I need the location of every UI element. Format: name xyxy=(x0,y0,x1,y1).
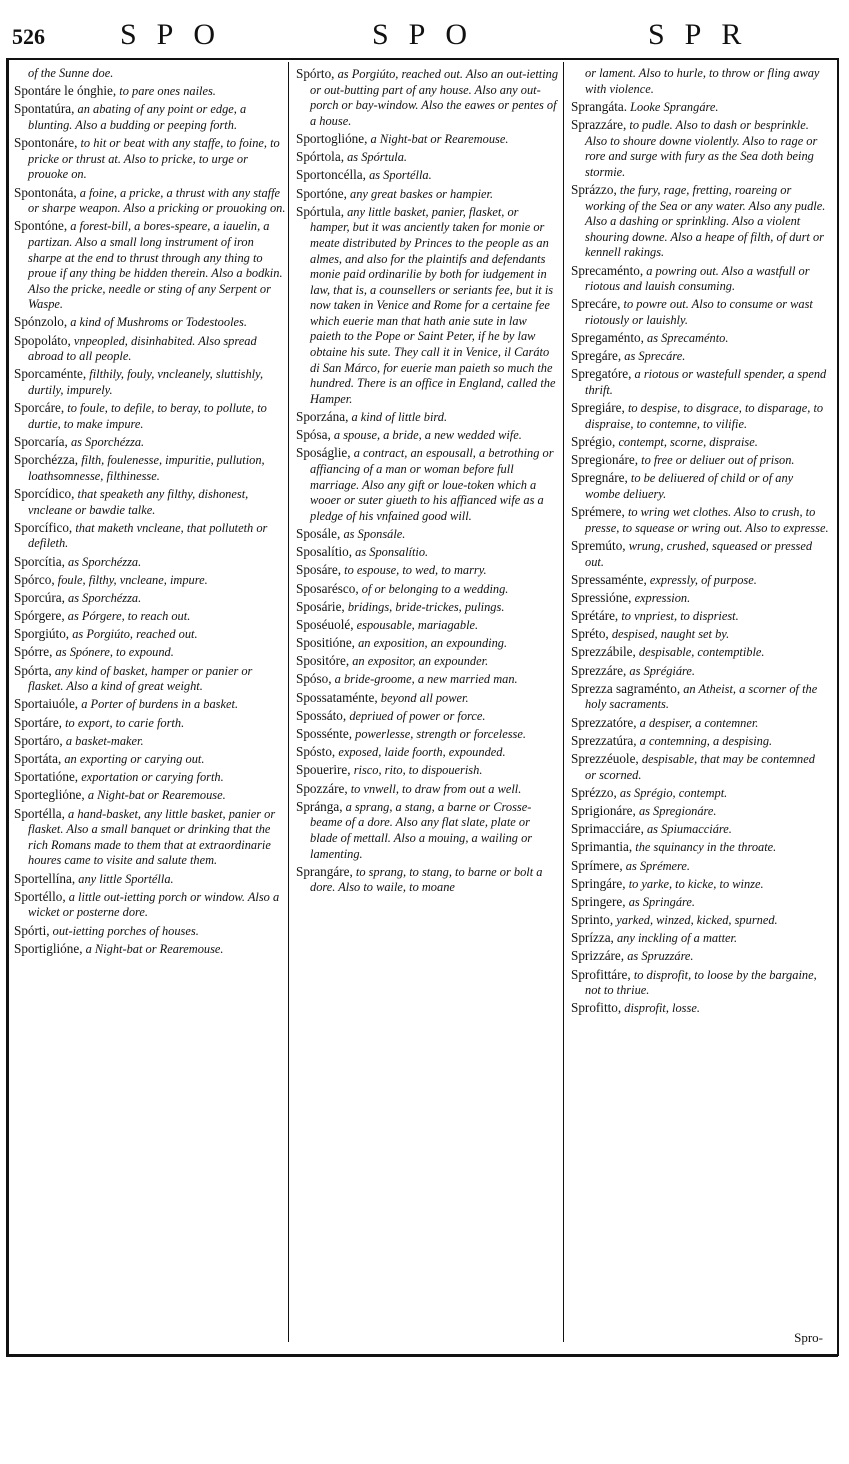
dictionary-entry xyxy=(14,218,286,313)
dictionary-entry xyxy=(14,941,286,958)
entry-definition: any inckling of a matter. xyxy=(616,931,738,946)
dictionary-entry xyxy=(571,930,829,947)
entry-headword: Sprigionáre, xyxy=(571,802,636,818)
entry-headword: Sprezza sagraménto, xyxy=(571,680,681,696)
entry-definition: as Porgiúto, reached out. Also an out-ietting or out-butting part of any house. Also any out-porch or bay-window. Also the eawes or pentes of a house. xyxy=(310,67,559,128)
entry-headword: Sportegliόne, xyxy=(14,787,85,803)
entry-headword: Sprangáre, xyxy=(296,863,353,879)
entry-definition: a despiser, a contemner. xyxy=(639,715,759,730)
entry-definition: a kind of Mushroms or Todestooles. xyxy=(70,315,247,330)
dictionary-entry xyxy=(571,912,829,929)
entry-headword: Spóso, xyxy=(296,671,332,687)
entry-headword: Sposáre, xyxy=(296,562,342,578)
header-center-guideword: SPO xyxy=(372,18,488,51)
dictionary-entry xyxy=(571,858,829,875)
entry-headword: Sporcaría, xyxy=(14,434,68,449)
column-divider-1 xyxy=(288,62,289,1342)
entry-headword: Sprangáta. xyxy=(571,98,628,114)
entry-headword: Sportóne, xyxy=(296,185,347,201)
dictionary-entry xyxy=(571,572,829,589)
entry-definition: to be deliuered of child or of any wombe deliuery. xyxy=(585,471,794,501)
dictionary-entry xyxy=(296,526,560,543)
dictionary-entry xyxy=(14,590,286,607)
entry-definition: powerlesse, strength or forcelesse. xyxy=(355,727,526,742)
entry-headword: Sprímere, xyxy=(571,857,623,873)
entry-headword: Springere, xyxy=(571,893,626,909)
entry-definition: of the Sunne doe. xyxy=(28,66,114,80)
entry-headword: Spregiáre, xyxy=(571,400,625,416)
dictionary-entry xyxy=(571,751,829,783)
entry-definition: as Sprémere. xyxy=(625,858,690,873)
entry-definition: Looke Sprangáre. xyxy=(630,99,719,114)
entry-headword: Sporgiúto, xyxy=(14,626,70,642)
entry-headword: Spontonáre, xyxy=(14,135,78,151)
entry-definition: a spouse, a bride, a new wedded wife. xyxy=(333,428,522,443)
entry-definition: as Sporchézza. xyxy=(68,554,142,569)
dictionary-entry xyxy=(571,733,829,750)
entry-definition: as Sprecáre. xyxy=(624,349,686,364)
dictionary-entry xyxy=(571,681,829,713)
entry-headword: Sprémere, xyxy=(571,504,625,520)
dictionary-entry xyxy=(571,263,829,295)
entry-definition: any little Sportélla. xyxy=(78,871,174,886)
entry-definition: foule, filthy, vncleane, impure. xyxy=(57,572,208,587)
entry-definition: to disprofit, to loose by the bargaine, not to thriue. xyxy=(585,967,817,998)
entry-headword: Spopoláto, xyxy=(14,332,71,348)
entry-headword: Sprezzéuole, xyxy=(571,751,639,766)
entry-headword: Sprimacciáre, xyxy=(571,821,644,837)
dictionary-entry xyxy=(571,785,829,802)
entry-headword: Sprofitto, xyxy=(571,1000,622,1016)
entry-definition: as Sprégio, contempt. xyxy=(619,785,728,800)
dictionary-entry xyxy=(14,769,286,786)
entry-definition: or lament. Also to hurle, to throw or fling away with violence. xyxy=(585,66,820,96)
dictionary-entry xyxy=(296,599,560,616)
entry-headword: Sporcáre, xyxy=(14,400,65,416)
dictionary-entry xyxy=(571,663,829,680)
entry-headword: Sprízza, xyxy=(571,930,614,946)
entry-definition: as Sporchézza. xyxy=(70,435,145,449)
dictionary-entry xyxy=(296,864,560,896)
entry-headword: Sprétáre, xyxy=(571,608,619,624)
entry-headword: Sportoglióne, xyxy=(296,130,368,146)
entry-definition: to wring wet clothes. Also to crush, to presse, to squease or wring out. Also to expresse. xyxy=(585,505,829,535)
dictionary-entry xyxy=(296,66,560,129)
entry-headword: Spossénte, xyxy=(296,726,353,742)
entry-headword: Sprazzáre, xyxy=(571,116,627,132)
dictionary-entry xyxy=(571,608,829,625)
entry-headword: Sportélla, xyxy=(14,805,65,821)
entry-definition: espousable, mariagable. xyxy=(356,617,479,632)
dictionary-entry xyxy=(296,149,560,166)
entry-definition: as Springáre. xyxy=(628,894,696,909)
bottom-rule xyxy=(6,1354,838,1357)
dictionary-column-3 xyxy=(571,66,829,1019)
dictionary-entry xyxy=(296,562,560,579)
dictionary-entry xyxy=(14,751,286,768)
dictionary-entry xyxy=(14,83,286,100)
entry-headword: Sprezzábile, xyxy=(571,644,636,660)
entry-headword: Sprimantia, xyxy=(571,839,633,855)
entry-headword: Spórre, xyxy=(14,644,53,660)
entry-headword: Sportaiuóle, xyxy=(14,696,79,712)
dictionary-entry xyxy=(296,445,560,524)
dictionary-entry xyxy=(571,948,829,965)
dictionary-entry xyxy=(571,182,829,261)
entry-headword: Sportáre, xyxy=(14,714,62,730)
entry-headword: Sprégio, xyxy=(571,434,616,449)
dictionary-entry xyxy=(296,799,560,862)
entry-definition: to pudle. Also to dash or besprinkle. Also to shoure downe violently. Also to rage or rore and surge with fury as the Sea doth being stormie. xyxy=(585,117,818,179)
dictionary-entry xyxy=(296,544,560,561)
entry-definition: disprofit, losse. xyxy=(624,1001,700,1016)
dictionary-entry xyxy=(14,626,286,643)
entry-definition: a forest-bill, a bores-speare, a iauelin, a partizan. Also a small long instrument of iron sharpe at the end to thrust through any thing to proue if any thing be hidden therein. Also a bodkin. Also the pricke, needle or sting of any Serpent or Waspe. xyxy=(28,219,283,312)
header-right-guideword: SPR xyxy=(648,18,762,51)
dictionary-entry xyxy=(571,626,829,643)
dictionary-entry xyxy=(296,204,560,408)
dictionary-entry xyxy=(14,66,286,82)
entry-headword: Sprecaménto, xyxy=(571,262,644,278)
dictionary-entry xyxy=(14,185,286,217)
entry-definition: a basket-maker. xyxy=(65,733,144,748)
entry-definition: a powring out. Also a wastfull or riotous and lauish consuming. xyxy=(585,263,810,294)
entry-headword: Spressaménte, xyxy=(571,571,647,587)
entry-definition: expressly, of purpose. xyxy=(649,572,757,587)
entry-headword: Sportéllo, xyxy=(14,888,66,904)
dictionary-entry xyxy=(14,608,286,625)
dictionary-entry xyxy=(296,726,560,743)
dictionary-entry xyxy=(296,708,560,725)
dictionary-entry xyxy=(571,504,829,536)
column-divider-2 xyxy=(563,62,564,1342)
entry-headword: Sprofittáre, xyxy=(571,966,631,982)
entry-definition: to yarke, to kicke, to winze. xyxy=(628,876,764,891)
entry-headword: Spontóne, xyxy=(14,218,68,234)
entry-definition: bridings, bride-trickes, pulings. xyxy=(347,599,505,614)
entry-headword: Sposarésco, xyxy=(296,580,359,596)
entry-definition: any great baskes or hampier. xyxy=(350,186,494,201)
entry-headword: Spórti, xyxy=(14,922,50,938)
dictionary-entry xyxy=(571,1000,829,1017)
entry-definition: a kind of little bird. xyxy=(351,410,448,425)
dictionary-entry xyxy=(14,806,286,869)
entry-headword: Sportáta, xyxy=(14,751,62,766)
entry-definition: that speaketh any filthy, dishonest, vncleane or bawdie talke. xyxy=(28,486,249,517)
entry-headword: Spregáre, xyxy=(571,348,622,364)
dictionary-entry xyxy=(14,366,286,398)
entry-headword: Sposéuolé, xyxy=(296,616,354,632)
entry-definition: to vnpriest, to dispriest. xyxy=(621,609,739,624)
entry-definition: to export, to carie forth. xyxy=(65,715,185,730)
entry-definition: to vnwell, to draw from out a well. xyxy=(350,781,522,796)
dictionary-entry xyxy=(14,520,286,552)
entry-definition: vnpeopled, disinhabited. Also spread abroad to all people. xyxy=(28,333,257,364)
entry-headword: Sprezzatóre, xyxy=(571,714,637,730)
entry-definition: the fury, rage, fretting, roareing or working of the Sea or any water. Also any pudle. Also a dashing or sprinkling. Also a violent shouring downe. Also a heape of filth, of durt or kennell rakings. xyxy=(585,182,826,260)
entry-headword: Sportáro, xyxy=(14,732,63,748)
entry-definition: as Spónere, to expound. xyxy=(55,645,174,660)
entry-headword: Sporcúra, xyxy=(14,589,65,605)
entry-definition: filth, foulenesse, impuritie, pullution, loathsomnesse, filthinesse. xyxy=(28,453,265,483)
entry-definition: an exporting or carying out. xyxy=(64,752,205,766)
entry-headword: Spórgere, xyxy=(14,608,65,624)
dictionary-entry xyxy=(571,66,829,97)
entry-definition: a riotous or wastefull spender, a spend thrift. xyxy=(585,367,827,398)
page-number: 526 xyxy=(12,24,45,49)
dictionary-entry xyxy=(571,117,829,180)
entry-definition: as Spregionáre. xyxy=(638,803,717,818)
running-header xyxy=(0,18,849,58)
entry-headword: Spórto, xyxy=(296,66,335,81)
entry-definition: as Spruzzáre. xyxy=(627,949,694,964)
entry-headword: Spositióne, xyxy=(296,635,355,651)
dictionary-entry xyxy=(14,333,286,365)
entry-headword: Spónzolo, xyxy=(14,314,68,330)
dictionary-entry xyxy=(14,314,286,331)
dictionary-entry xyxy=(571,452,829,469)
entry-headword: Sposále, xyxy=(296,525,341,541)
dictionary-entry xyxy=(296,690,560,707)
entry-definition: to espouse, to wed, to marry. xyxy=(344,563,487,578)
entry-definition: to sprang, to stang, to barne or bolt a dore. Also to waile, to moane xyxy=(310,864,543,895)
dictionary-entry xyxy=(296,635,560,652)
dictionary-entry xyxy=(571,876,829,893)
entry-headword: Spórtola, xyxy=(296,149,344,165)
dictionary-entry xyxy=(296,781,560,798)
entry-headword: Spósa, xyxy=(296,427,331,443)
entry-headword: Sprezzáre, xyxy=(571,662,627,678)
entry-headword: Spontatúra, xyxy=(14,101,75,117)
entry-definition: as Spórtula. xyxy=(347,150,408,165)
entry-definition: a contemning, a despising. xyxy=(639,733,773,748)
entry-headword: Spressióne, xyxy=(571,589,632,605)
dictionary-column-1 xyxy=(14,66,286,959)
entry-definition: a contract, an espousall, a betrothing or affiancing of a man or woman before full marriage. Also any gift or loue-token which a wooer or suter giueth to his affianced wife as a pledge of his vnfained good will. xyxy=(310,446,554,523)
dictionary-entry xyxy=(296,131,560,148)
entry-definition: wrung, crushed, squeased or pressed out. xyxy=(585,538,813,569)
entry-headword: Sporchézza, xyxy=(14,452,79,468)
entry-definition: to free or deliuer out of prison. xyxy=(641,453,795,468)
dictionary-entry xyxy=(296,581,560,598)
entry-headword: Sprezzatúra, xyxy=(571,732,637,748)
entry-definition: filthily, fouly, vncleanely, sluttishly, durtily, impurely. xyxy=(28,367,264,398)
entry-definition: as Sponsalítio. xyxy=(355,545,429,560)
entry-headword: Sportoncélla, xyxy=(296,167,366,183)
entry-definition: risco, rito, to dispouerish. xyxy=(353,763,483,778)
entry-headword: Spossataménte, xyxy=(296,689,378,705)
entry-headword: Spránga, xyxy=(296,798,343,814)
entry-headword: Spositóre, xyxy=(296,653,350,669)
entry-definition: yarked, winzed, kicked, spurned. xyxy=(616,913,778,928)
entry-definition: a hand-basket, any little basket, panier or flasket. Also a small banquet or drinking that the rich Romans made to them that at extraordinarie houres came to visite and salute them. xyxy=(28,806,276,868)
dictionary-entry xyxy=(14,871,286,888)
dictionary-entry xyxy=(571,330,829,347)
entry-definition: despisable, contemptible. xyxy=(638,645,765,660)
entry-definition: expression. xyxy=(634,590,691,605)
dictionary-entry xyxy=(14,663,286,695)
entry-headword: Sprézzo, xyxy=(571,784,617,800)
dictionary-entry xyxy=(571,821,829,838)
dictionary-entry xyxy=(296,762,560,779)
entry-definition: out-ietting porches of houses. xyxy=(52,923,199,938)
entry-definition: an exposition, an expounding. xyxy=(358,636,508,651)
entry-headword: Spontáre le ónghie, xyxy=(14,83,117,99)
dictionary-entry xyxy=(296,427,560,444)
entry-definition: as Spiumacciáre. xyxy=(646,822,732,837)
dictionary-entry xyxy=(14,923,286,940)
entry-headword: Sporcífico, xyxy=(14,519,73,535)
entry-definition: any little basket, panier, flasket, or hamper, but it was anciently taken for monie or meate distributed by Princes to the people as an almes, and also for the plaintifs and defendants monie paid ordinarilie by both for iudgement in law, that is, a counsellers or seriants fee, but it is now taken in Venice and Rome for a certaine fee which euerie man that hath anie sute in law paieth to the Pope or Saint Peter, if he by law obtaine his sute. They call it in Venice, il Caráto di San Márco, for euerie man paieth so much the hundred. There is an office in England, called the Hamper. xyxy=(310,204,556,406)
entry-headword: Sportatióne, xyxy=(14,769,79,785)
entry-definition: despised, naught set by. xyxy=(611,627,730,642)
entry-definition: as Pórgere, to reach out. xyxy=(67,609,191,624)
entry-definition: a bride-groome, a new married man. xyxy=(334,672,518,687)
entry-definition: an Atheist, a scorner of the holy sacraments. xyxy=(585,681,818,712)
entry-headword: Spregnáre, xyxy=(571,470,628,486)
entry-definition: depriued of power or force. xyxy=(349,708,486,723)
entry-headword: Spouerire, xyxy=(296,762,351,778)
entry-headword: Sposalítio, xyxy=(296,544,353,560)
entry-headword: Spréto, xyxy=(571,626,609,642)
dictionary-entry xyxy=(571,99,829,116)
entry-definition: beyond all power. xyxy=(380,690,469,705)
entry-definition: of or belonging to a wedding. xyxy=(361,581,509,596)
entry-definition: as Sporchézza. xyxy=(68,590,142,605)
dictionary-entry xyxy=(14,733,286,750)
dictionary-entry xyxy=(571,590,829,607)
entry-definition: as Porgiúto, reached out. xyxy=(72,627,198,642)
entry-definition: a Porter of burdens in a basket. xyxy=(81,697,239,712)
entry-definition: as Sponsále. xyxy=(343,526,406,541)
dictionary-entry xyxy=(14,101,286,133)
entry-headword: Spórtula, xyxy=(296,203,344,219)
dictionary-entry xyxy=(296,186,560,203)
entry-definition: an abating of any point or edge, a blunting. Also a budding or peeping forth. xyxy=(28,102,247,132)
dictionary-entry xyxy=(296,167,560,184)
dictionary-entry xyxy=(14,554,286,571)
entry-headword: Spremúto, xyxy=(571,537,626,553)
entry-headword: Spozzáre, xyxy=(296,780,348,796)
entry-definition: as Sprégiáre. xyxy=(629,663,696,678)
entry-headword: Sportellína, xyxy=(14,870,76,886)
entry-headword: Sprizzáre, xyxy=(571,948,625,964)
entry-definition: any kind of basket, hamper or panier or flasket. Also a kind of great weight. xyxy=(28,663,253,694)
entry-definition: to pare ones nailes. xyxy=(119,84,216,99)
entry-headword: Sporcídico, xyxy=(14,485,75,501)
top-rule xyxy=(6,58,838,60)
entry-definition: the squinancy in the throate. xyxy=(635,840,777,855)
dictionary-entry xyxy=(14,644,286,661)
entry-headword: Sprinto, xyxy=(571,912,614,928)
dictionary-entry xyxy=(14,715,286,732)
entry-headword: Sporcaménte, xyxy=(14,366,87,382)
header-left-guideword: SPO xyxy=(120,18,236,51)
dictionary-entry xyxy=(14,889,286,921)
entry-headword: Springáre, xyxy=(571,875,626,891)
dictionary-entry xyxy=(571,296,829,328)
dictionary-entry xyxy=(571,894,829,911)
dictionary-entry xyxy=(571,803,829,820)
dictionary-entry xyxy=(296,671,560,688)
dictionary-column-2 xyxy=(296,66,560,898)
dictionary-entry xyxy=(571,967,829,999)
dictionary-entry xyxy=(14,572,286,589)
entry-headword: Spregatóre, xyxy=(571,366,632,382)
dictionary-entry xyxy=(571,839,829,856)
entry-headword: Sposáglie, xyxy=(296,445,351,461)
entry-headword: Spregaménto, xyxy=(571,330,644,346)
entry-definition: despisable, that may be contemned or scorned. xyxy=(585,752,815,782)
dictionary-entry xyxy=(14,696,286,713)
entry-definition: a foine, a pricke, a thrust with any staffe or sharpe weapon. Also a pricking or prouoking on. xyxy=(28,185,286,216)
dictionary-entry xyxy=(571,538,829,570)
entry-definition: a little out-ietting porch or window. Also a wicket or posterne dore. xyxy=(28,889,280,920)
dictionary-entry xyxy=(296,653,560,670)
entry-definition: as Sprecaménto. xyxy=(647,331,729,346)
entry-definition: an expositor, an expounder. xyxy=(352,654,489,669)
entry-definition: exposed, laide foorth, expounded. xyxy=(338,745,506,760)
entry-definition: exportation or carying forth. xyxy=(81,770,224,785)
entry-definition: to foule, to defile, to beray, to pollute, to durtie, to make impure. xyxy=(28,401,267,431)
catchword: Spro- xyxy=(794,1330,823,1345)
dictionary-entry xyxy=(296,409,560,426)
dictionary-entry xyxy=(14,787,286,804)
dictionary-entry xyxy=(571,434,829,451)
dictionary-entry xyxy=(296,744,560,761)
entry-headword: Sporzána, xyxy=(296,409,349,425)
entry-definition: to powre out. Also to consume or wast riotously or lauishly. xyxy=(585,297,813,327)
entry-headword: Sprecáre, xyxy=(571,296,621,312)
entry-definition: a Night-bat or Rearemouse. xyxy=(370,131,509,146)
entry-headword: Spossáto, xyxy=(296,707,347,723)
entry-definition: that maketh vncleane, that polluteth or defileth. xyxy=(28,520,268,551)
entry-headword: Spregionáre, xyxy=(571,452,639,468)
dictionary-entry xyxy=(571,715,829,732)
dictionary-entry xyxy=(14,400,286,432)
dictionary-entry xyxy=(571,366,829,398)
dictionary-entry xyxy=(14,434,286,451)
entry-definition: a sprang, a stang, a barne or Crosse-beame of a dore. Also any flat slate, plate or blade of mettall. Also a mouing, a wailing or lamenting. xyxy=(310,799,533,861)
entry-headword: Sporcítia, xyxy=(14,553,65,569)
entry-headword: Spontonáta, xyxy=(14,184,77,200)
dictionary-entry xyxy=(296,617,560,634)
dictionary-entry xyxy=(14,486,286,518)
dictionary-entry xyxy=(571,644,829,661)
entry-definition: a Night-bat or Rearemouse. xyxy=(87,788,226,803)
dictionary-entry xyxy=(14,135,286,183)
entry-definition: as Sportélla. xyxy=(369,168,432,183)
dictionary-entry xyxy=(14,452,286,484)
entry-definition: contempt, scorne, dispraise. xyxy=(618,435,758,449)
entry-headword: Spósto, xyxy=(296,744,336,760)
entry-definition: a Night-bat or Rearemouse. xyxy=(85,941,224,956)
entry-definition: to hit or beat with any staffe, to foine, to pricke or thrust at. Also to pricke, to urge or prouoke on. xyxy=(28,136,280,182)
entry-headword: Spórco, xyxy=(14,571,55,587)
entry-headword: Sportiglióne, xyxy=(14,940,83,956)
dictionary-entry xyxy=(571,400,829,432)
entry-headword: Sprázzo, xyxy=(571,181,617,197)
dictionary-entry xyxy=(571,348,829,365)
dictionary-entry xyxy=(571,470,829,502)
entry-headword: Spórta, xyxy=(14,662,52,678)
entry-definition: to despise, to disgrace, to disparage, to dispraise, to contemne, to vilifie. xyxy=(585,401,824,431)
entry-headword: Sposárie, xyxy=(296,598,345,614)
